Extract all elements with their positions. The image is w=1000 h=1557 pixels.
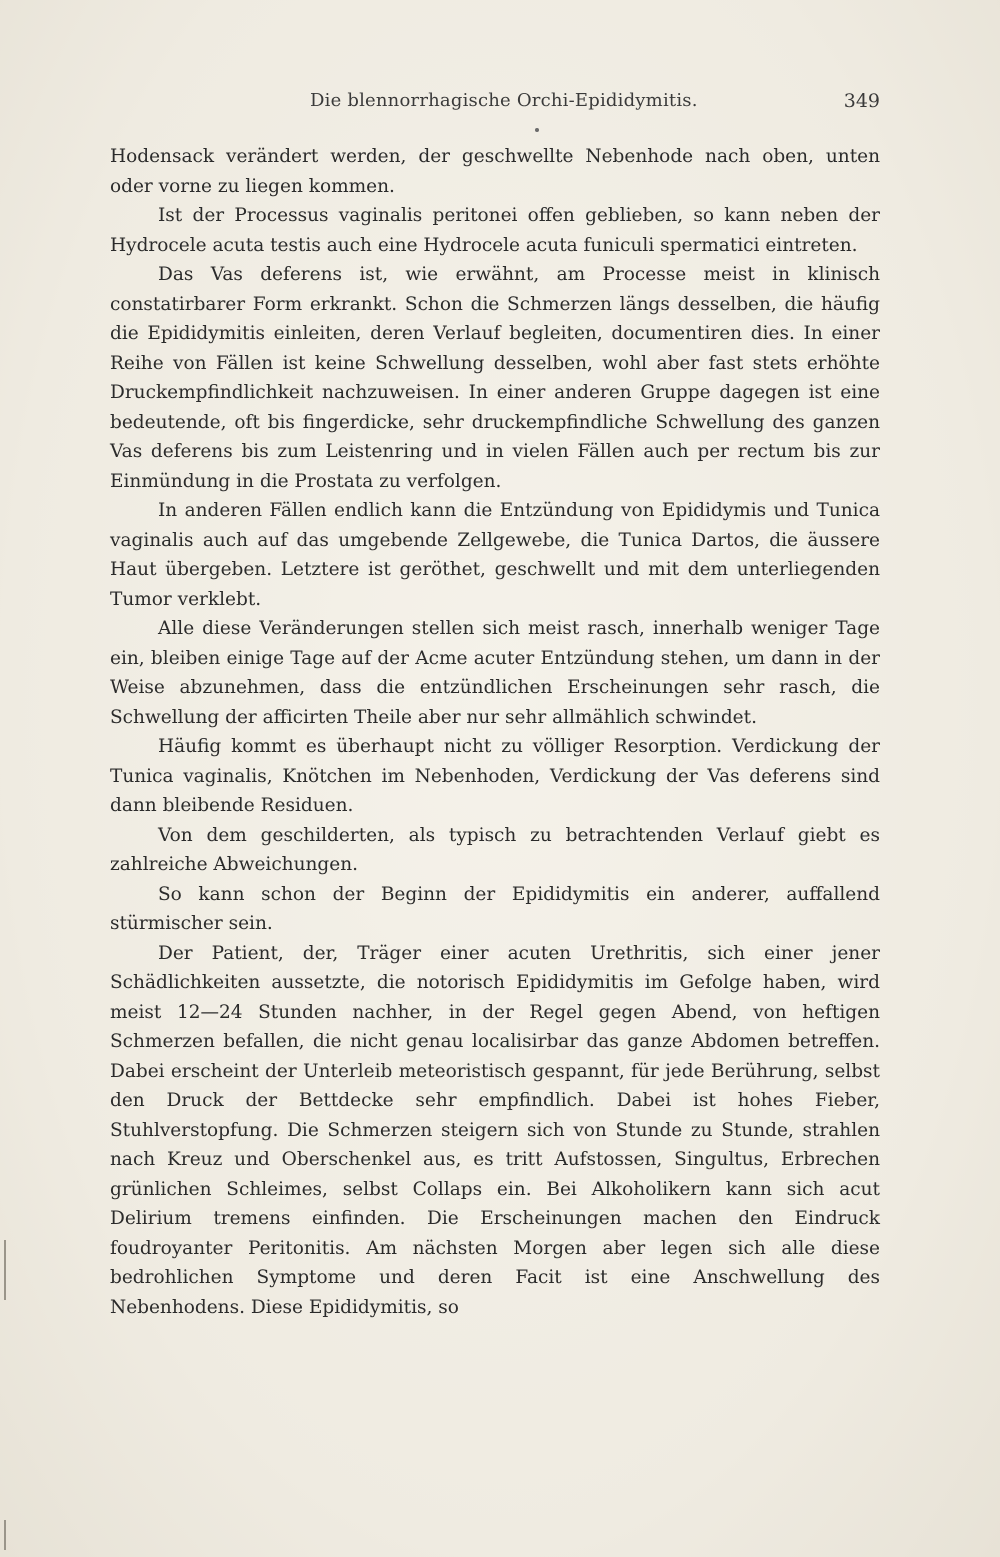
- paragraph: Von dem geschilderten, als typisch zu betrachtenden Verlauf giebt es zahlreiche Abweichungen.: [110, 824, 880, 875]
- body-text: [110, 142, 880, 1322]
- ink-speck: [535, 128, 539, 132]
- paragraph: In anderen Fällen endlich kann die Entzündung von Epididymis und Tunica vaginalis auch auf das umgebende Zellgewebe, die Tunica Dartos, die äussere Haut übergeben. Letztere ist geröthet, geschwellt und mit dem unterliegenden Tumor verklebt.: [110, 500, 880, 610]
- paragraph: Das Vas deferens ist, wie erwähnt, am Processe meist in klinisch constatirbarer Form erkrankt. Schon die Schmerzen längs desselben, die häufig die Epididymitis einleiten, deren Verlauf begleiten, documentiren dies. In einer Reihe von Fällen ist keine Schwellung desselben, wohl aber fast stets erhöhte Druckempfindlichkeit nachzuweisen. In einer anderen Gruppe dagegen ist eine bedeutende, oft bis fingerdicke, sehr druckempfindliche Schwellung des ganzen Vas deferens bis zum Leistenring und in vielen Fällen auch per rectum bis zur Einmündung in die Prostata zu verfolgen.: [110, 264, 880, 492]
- scan-edge-mark: [4, 1240, 6, 1300]
- paragraph: Häufig kommt es überhaupt nicht zu völliger Resorption. Verdickung der Tunica vaginalis, Knötchen im Nebenhoden, Verdickung der Vas deferens sind dann bleibende Residuen.: [110, 736, 880, 816]
- page-number: 349: [843, 90, 880, 112]
- scan-edge-mark: [4, 1520, 6, 1550]
- running-title: Die blennorrhagische Orchi-Epididymitis.: [310, 90, 698, 111]
- paragraph: Alle diese Veränderungen stellen sich meist rasch, innerhalb weniger Tage ein, bleiben einige Tage auf der Acme acuter Entzündung stehen, um dann in der Weise abzunehmen, dass die entzündlichen Erscheinungen sehr rasch, die Schwellung der afficirten Theile aber nur sehr allmählich schwindet.: [110, 618, 880, 728]
- paragraph: Der Patient, der, Träger einer acuten Urethritis, sich einer jener Schädlichkeiten aussetzte, die notorisch Epididymitis im Gefolge haben, wird meist 12—24 Stunden nachher, in der Regel gegen Abend, von heftigen Schmerzen befallen, die nicht genau localisirbar das ganze Abdomen betreffen. Dabei erscheint der Unterleib meteoristisch gespannt, für jede Berührung, selbst den Druck der Bettdecke sehr empfindlich. Dabei ist hohes Fieber, Stuhlverstopfung. Die Schmerzen steigern sich von Stunde zu Stunde, strahlen nach Kreuz und Oberschenkel aus, es tritt Aufstossen, Singultus, Erbrechen grünlichen Schleimes, selbst Collaps ein. Bei Alkoholikern kann sich acut Delirium tremens einfinden. Die Erscheinungen machen den Eindruck foudroyanter Peritonitis. Am nächsten Morgen aber legen sich alle diese bedrohlichen Symptome und deren Facit ist eine Anschwellung des Nebenhodens. Diese Epididymitis, so: [110, 942, 880, 1318]
- paragraph: Ist der Processus vaginalis peritonei offen geblieben, so kann neben der Hydrocele acuta testis auch eine Hydrocele acuta funiculi spermatici eintreten.: [110, 205, 880, 256]
- page-header: [110, 90, 880, 120]
- paragraph: Hodensack verändert werden, der geschwellte Nebenhode nach oben, unten oder vorne zu liegen kommen.: [110, 146, 880, 197]
- paragraph: So kann schon der Beginn der Epididymitis ein anderer, auffallend stürmischer sein.: [110, 883, 880, 934]
